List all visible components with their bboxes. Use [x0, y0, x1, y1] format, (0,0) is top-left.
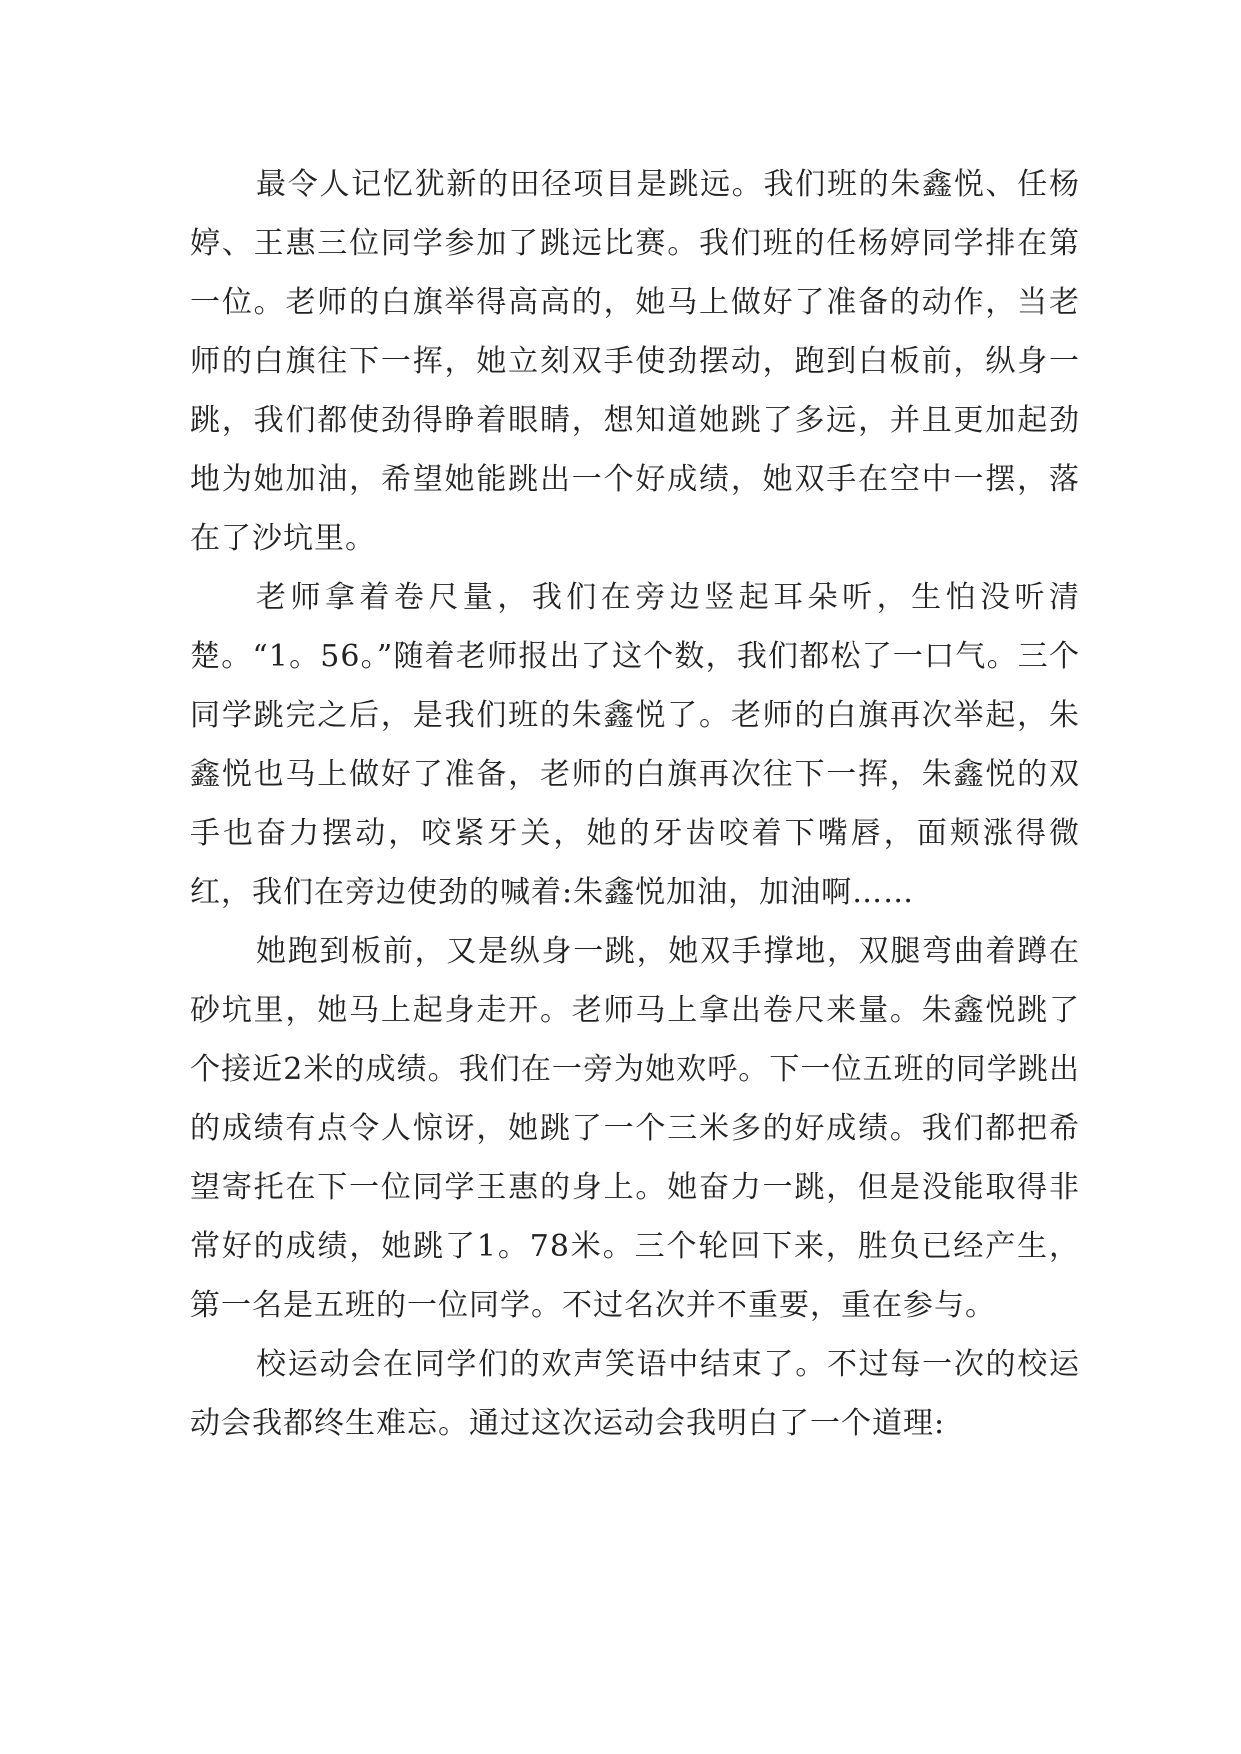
- paragraph-first-result: 老师拿着卷尺量，我们在旁边竖起耳朵听，生怕没听清楚。“1。56。”随着老师报出了这个数，我们都松了一口气。三个同学跳完之后，是我们班的朱鑫悦了。老师的白旗再次举起，朱鑫悦也马上做好了准备，老师的白旗再次往下一挥，朱鑫悦的双手也奋力摆动，咬紧牙关，她的牙齿咬着下嘴唇，面颊涨得微红，我们在旁边使劲的喊着:朱鑫悦加油，加油啊……: [190, 580, 1080, 910]
- paragraph-conclusion: 校运动会在同学们的欢声笑语中结束了。不过每一次的校运动会我都终生难忘。通过这次运动会我明白了一个道理:: [190, 1347, 1080, 1441]
- document-body: [190, 155, 1080, 1453]
- paragraph-second-jump: 她跑到板前，又是纵身一跳，她双手撑地，双腿弯曲着蹲在砂坑里，她马上起身走开。老师马上拿出卷尺来量。朱鑫悦跳了个接近2米的成绩。我们在一旁为她欢呼。下一位五班的同学跳出的成绩有点令人惊讶，她跳了一个三米多的好成绩。我们都把希望寄托在下一位同学王惠的身上。她奋力一跳，但是没能取得非常好的成绩，她跳了1。78米。三个轮回下来，胜负已经产生，第一名是五班的一位同学。不过名次并不重要，重在参与。: [190, 934, 1080, 1323]
- paragraph-long-jump-intro: 最令人记忆犹新的田径项目是跳远。我们班的朱鑫悦、任杨婷、王惠三位同学参加了跳远比赛。我们班的任杨婷同学排在第一位。老师的白旗举得高高的，她马上做好了准备的动作，当老师的白旗往下一挥，她立刻双手使劲摆动，跑到白板前，纵身一跳，我们都使劲得睁着眼睛，想知道她跳了多远，并且更加起劲地为她加油，希望她能跳出一个好成绩，她双手在空中一摆，落在了沙坑里。: [190, 167, 1080, 556]
